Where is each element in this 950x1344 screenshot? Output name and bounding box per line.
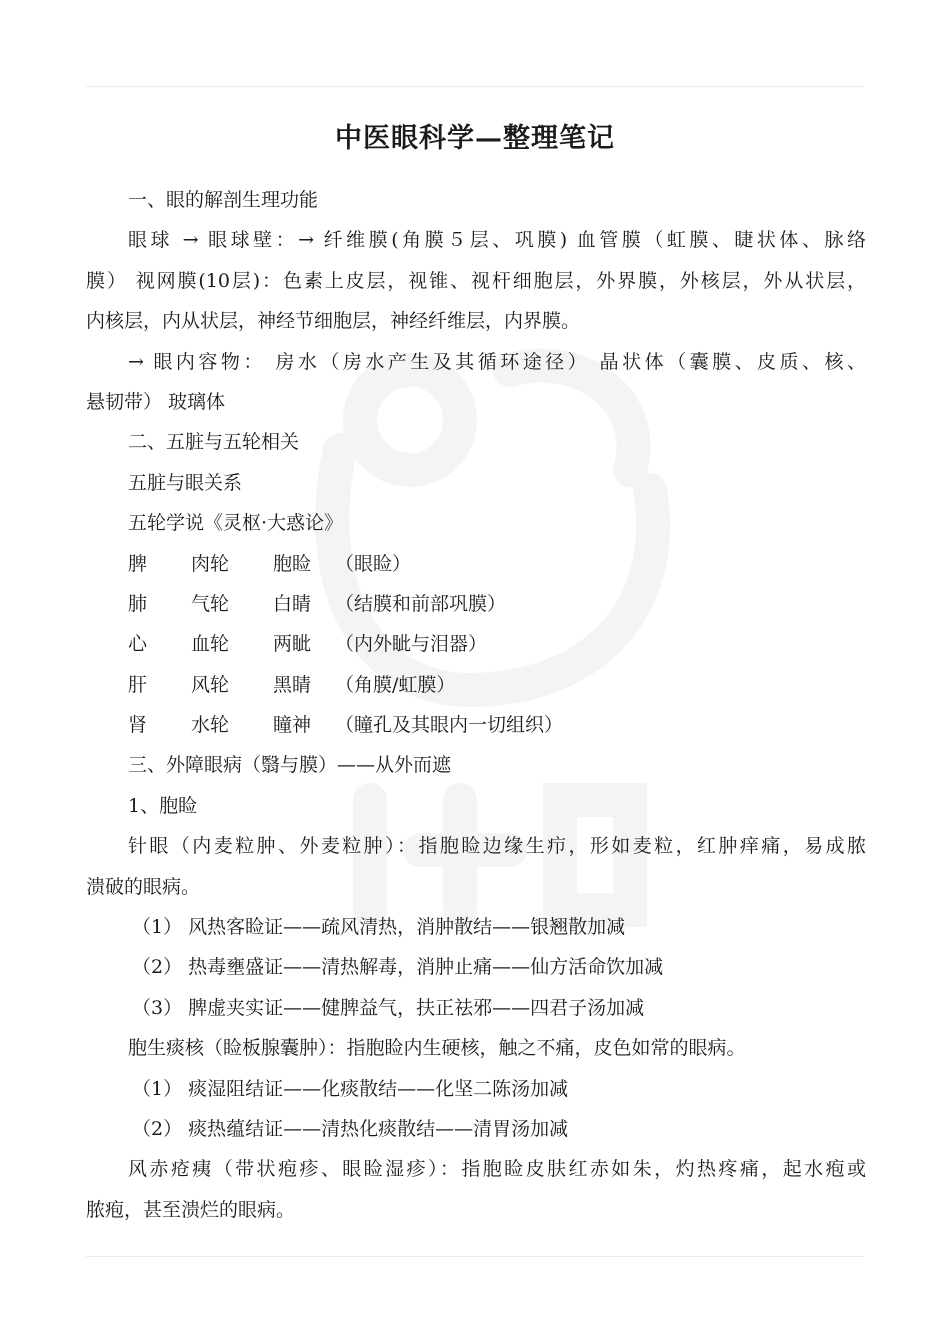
section-heading: 二、五脏与五轮相关 <box>128 431 300 454</box>
paragraph-line: 眼球 → 眼球壁：→ 纤维膜(角膜５层、巩膜) 血管膜（虹膜、睫状体、脉络 <box>128 229 866 252</box>
wheel-row <box>86 544 866 584</box>
paragraph-line: 风赤疮痍（带状疱疹、眼睑湿疹）：指胞睑皮肤红赤如朱，灼热疼痛，起水疱或 <box>128 1158 866 1181</box>
paragraph-line: 溃破的眼病。 <box>86 875 201 898</box>
wheel-name: 水轮 <box>191 714 230 737</box>
subheading: 五脏与眼关系 <box>128 471 243 494</box>
wheel-note: （眼睑） <box>335 552 412 575</box>
wheel-row <box>86 665 866 705</box>
treatment-item: （2） 痰热蕴结证——清热化痰散结——清胃汤加减 <box>132 1117 569 1140</box>
paragraph-line: → 眼内容物： 房水（房水产生及其循环途径） 晶状体（囊膜、皮质、核、 <box>128 350 866 373</box>
wheel-note: （角膜/虹膜） <box>335 673 456 696</box>
paragraph-line: 悬韧带） 玻璃体 <box>86 390 226 413</box>
wheel-organ: 肝 <box>128 673 148 696</box>
note-body <box>86 180 866 1230</box>
wheel-row <box>86 584 866 624</box>
paragraph-line: 胞生痰核（睑板腺囊肿）：指胞睑内生硬核，触之不痛，皮色如常的眼病。 <box>128 1037 746 1060</box>
treatment-item: （1） 痰湿阻结证——化痰散结——化坚二陈汤加减 <box>132 1077 569 1100</box>
section-heading: 三、外障眼病（翳与膜）——从外而遮 <box>128 754 452 777</box>
top-divider <box>86 86 864 87</box>
paragraph-line: 针眼（内麦粒肿、外麦粒肿）：指胞睑边缘生疖，形如麦粒，红肿痒痛，易成脓 <box>128 835 866 858</box>
wheel-part: 黑睛 <box>273 673 312 696</box>
subheading: 五轮学说《灵枢·大惑论》 <box>128 512 344 535</box>
wheel-organ: 心 <box>128 633 148 656</box>
wheel-part: 白睛 <box>273 592 312 615</box>
wheel-part: 瞳神 <box>273 714 312 737</box>
paragraph-line: 膜） 视网膜(10层)：色素上皮层，视锥、视杆细胞层，外界膜，外核层，外从状层， <box>86 269 866 292</box>
page-title: 中医眼科学—整理笔记 <box>335 123 615 154</box>
wheel-name: 肉轮 <box>191 552 230 575</box>
treatment-item: （1） 风热客睑证——疏风清热，消肿散结——银翘散加减 <box>132 916 626 939</box>
wheel-row <box>86 705 866 745</box>
wheel-note: （瞳孔及其眼内一切组织） <box>335 714 564 737</box>
treatment-item: （3） 脾虚夹实证——健脾益气，扶正祛邪——四君子汤加减 <box>132 996 645 1019</box>
section-heading: 一、眼的解剖生理功能 <box>128 189 319 211</box>
wheel-organ: 肾 <box>128 714 148 737</box>
wheel-name: 风轮 <box>191 673 230 696</box>
wheel-note: （内外眦与泪器） <box>335 633 488 656</box>
wheel-part: 胞睑 <box>273 552 312 575</box>
wheel-organ: 肺 <box>128 592 148 615</box>
wheel-name: 气轮 <box>191 592 230 615</box>
paragraph-line: 内核层，内从状层，神经节细胞层，神经纤维层，内界膜。 <box>86 310 581 333</box>
paragraph-line: 脓疱，甚至溃烂的眼病。 <box>86 1198 296 1221</box>
wheel-name: 血轮 <box>191 633 230 656</box>
wheel-row <box>86 624 866 664</box>
wheel-note: （结膜和前部巩膜） <box>335 592 507 615</box>
wheel-organ: 脾 <box>128 552 148 575</box>
treatment-item: （2） 热毒壅盛证——清热解毒，消肿止痛——仙方活命饮加减 <box>132 956 664 979</box>
bottom-divider <box>86 1256 864 1257</box>
subheading: 1、胞睑 <box>128 794 198 817</box>
wheel-part: 两眦 <box>273 633 312 656</box>
